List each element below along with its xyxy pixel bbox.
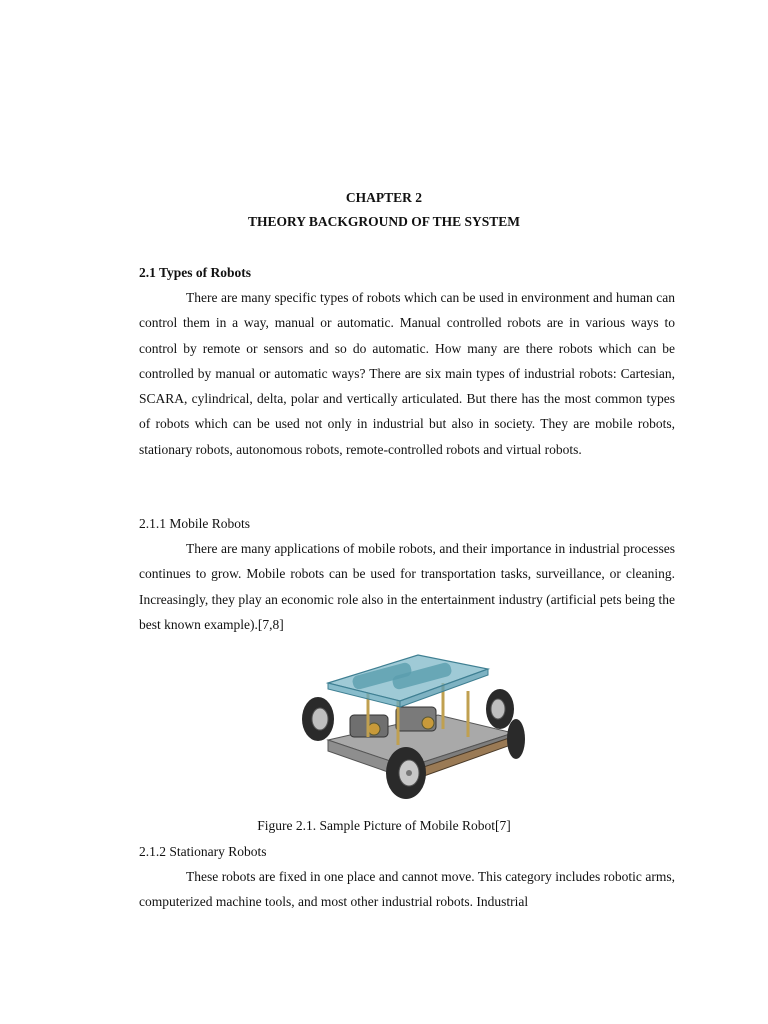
section-2-1-paragraph: There are many specific types of robots which can be used in environment and human can control them in a way, manual or automatic. Manual controlled robots are in various ways to control by remote or sensors and so do automatic. How many are there robots which can be controlled by manual or automatic ways? There are six main types of industrial robots: Cartesian, SCARA, cylindrical, delta, polar and vertically articulated. But there has the most common types of robots which can be used not only in industrial but also in society. They are mobile robots, stationary robots, autonomous robots, remote-controlled robots and virtual robots.: [139, 290, 675, 457]
chapter-title: THEORY BACKGROUND OF THE SYSTEM: [247, 214, 521, 229]
section-2-1-1-heading: 2.1.1 Mobile Robots: [139, 516, 251, 531]
section-2-1-heading: 2.1 Types of Robots: [139, 265, 252, 280]
section-2-1-2-paragraph: These robots are fixed in one place and cannot move. This category includes robotic arms, computerized machine tools, and most other industrial robots. Industrial: [139, 869, 675, 910]
section-2-1-2-heading: 2.1.2 Stationary Robots: [139, 844, 267, 859]
section-2-1-1-paragraph: There are many applications of mobile robots, and their importance in industrial processes continues to grow. Mobile robots can be used for transportation tasks, surveillance, or cleaning. Increasingly, they play an economic role also in the entertainment industry (artificial pets being the best known example).[7,8]: [139, 541, 675, 632]
mobile-robot-illustration: [288, 645, 528, 805]
figure-caption: Figure 2.1. Sample Picture of Mobile Robot[7]: [257, 818, 511, 833]
chapter-label: CHAPTER 2: [345, 190, 423, 205]
